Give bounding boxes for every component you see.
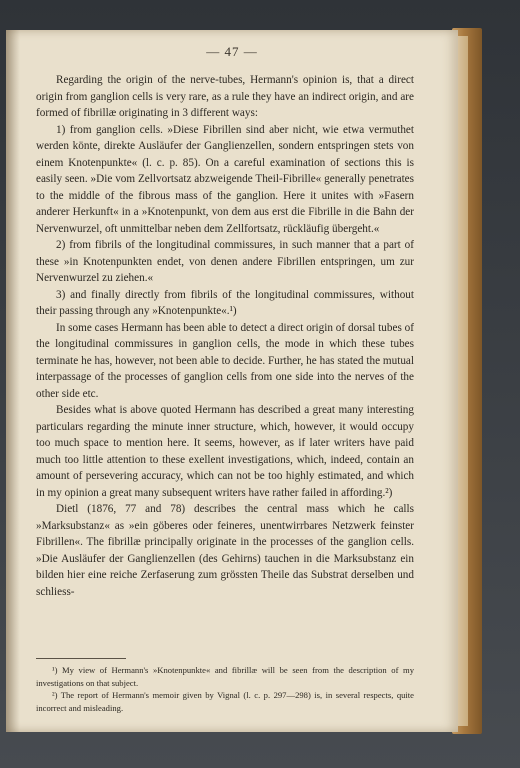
body-text: [36, 72, 414, 600]
paragraph: Dietl (1876, 77 and 78) describes the central mass which he calls »Marksubstanz« as »ein göberes oder feineres, unentwirrbares Netzwerk feinster Fibrillen«. The fibrillæ principally originate in the processes of the ganglion cells. »Die Ausläufer der Ganglienzellen (des Gehirns) tauchen in die Marksubstanz ein bilden hier eine reiche Zerfaserung zum grössten Theile das Substrat derselben und schliess-: [36, 503, 414, 598]
gutter-shadow: [6, 30, 20, 732]
paragraph: 2) from fibrils of the longitudinal commissures, in such manner that a part of these »in Knotenpunkten endet, von denen andere Fibrillen entspringen, um zur Nervenwurzel zu ziehen.«: [36, 239, 414, 284]
footnotes: [36, 664, 414, 714]
footnote: ¹) My view of Hermann's »Knotenpunkte« and fibrillæ will be seen from the description of my investigations on that subject.: [36, 665, 414, 688]
paragraph: 1) from ganglion cells. »Diese Fibrillen sind aber nicht, wie etwa vermuthet werden könte, direkte Ausläufer der Ganglienzellen, sondern entspringen stets von einem Knotenpunkte« (l. c. p. 85). On a careful examination of sections this is easily seen. »Die vom Zellvortsatz abzweigende Theil-Fibrille« generally penetrates to the middle of the fibrous mass of the ganglion. Here it unites with »Fasern anderer Herkunft« in a »Knotenpunkt, von dem aus erst die Fibrille in die Bahn der Nervenwurzel, oft unmittelbar neben dem Zellfortsatz, rückläufig übergeht.«: [36, 123, 414, 235]
book-page: [6, 30, 458, 732]
paragraph: In some cases Hermann has been able to detect a direct origin of dorsal tubes of the longitudinal commissures in ganglion cells, the mode in which these tubes terminate he has, however, not been able to decide. Further, he has stated the mutual interpassage of the processes of ganglion cells from one side into the nerves of the other side etc.: [36, 321, 414, 400]
paragraph: Regarding the origin of the nerve-tubes, Hermann's opinion is, that a direct origin from ganglion cells is very rare, as a rule they have an indirect origin, and are formed of fibrillæ originating in 3 different ways:: [36, 74, 414, 119]
footnote: ²) The report of Hermann's memoir given by Vignal (l. c. p. 297—298) is, in several respects, quite incorrect and misleading.: [36, 690, 414, 713]
book-page-edges-inner: [458, 36, 468, 726]
page-number: — 47 —: [206, 44, 258, 59]
paragraph: 3) and finally directly from fibrils of the longitudinal commissures, without their passing through any »Knotenpunkte«.¹): [36, 288, 414, 317]
footnote-rule: [36, 658, 126, 659]
paragraph: Besides what is above quoted Hermann has described a great many interesting particulars regarding the minute inner structure, which, however, it would occupy too much space to mention here. It seems, however, as if later writers have paid much too little attention to these exellent investigations, which, indeed, contain an amount of persevering accuracy, which can not be too highly estimated, and which in my opinion a great many subsequent writers have rather failed in affording.²): [36, 404, 414, 499]
